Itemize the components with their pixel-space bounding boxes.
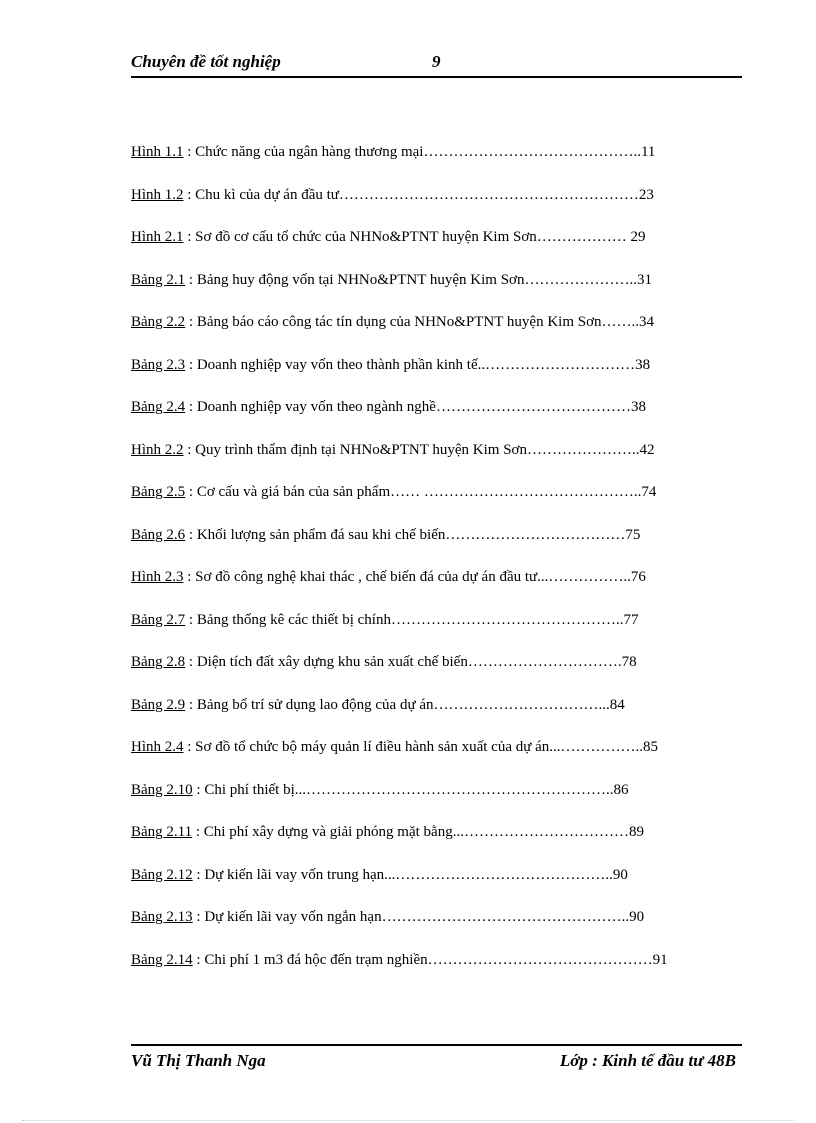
document-title: Chuyên đề tốt nghiệp xyxy=(131,52,281,71)
toc-entry-text: : Dự kiến lãi vay vốn trung hạn...……………………………………..90 xyxy=(192,866,628,883)
toc-entry-text: : Sơ đồ tổ chức bộ máy quản lí điều hành sản xuất của dự án...……………..85 xyxy=(183,739,659,755)
toc-entry xyxy=(131,142,771,185)
toc-entry-label: Bảng 2.13 xyxy=(131,909,193,925)
toc-entry-label: Bảng 2.8 xyxy=(131,654,186,670)
toc-entry xyxy=(131,865,771,908)
toc-entry xyxy=(131,270,771,313)
toc-entry-text: : Chi phí xây dựng và giải phóng mặt bằng...……………………………89 xyxy=(192,824,644,840)
toc-entry-label: Bảng 2.12 xyxy=(131,866,193,883)
toc-entry-label: Hình 2.4 xyxy=(131,739,184,755)
toc-entry-text: : Chu kì của dự án đầu tư……………………………………………………23 xyxy=(183,186,654,203)
toc-entry-label: Bảng 2.11 xyxy=(131,824,193,840)
toc-entry-text: : Diện tích đất xây dựng khu sản xuất chế biến………………………….78 xyxy=(185,654,637,670)
toc-entry xyxy=(131,822,771,865)
toc-entry xyxy=(131,950,771,993)
toc-entry-label: Hình 1.1 xyxy=(131,144,184,160)
toc-entry-text: : Chi phí thiết bị...……………………………………………………..86 xyxy=(192,781,629,798)
toc-entry xyxy=(131,780,771,823)
toc-entry-label: Bảng 2.5 xyxy=(131,484,186,500)
toc-entry-label: Bảng 2.4 xyxy=(131,399,186,415)
toc-entry-text: : Chức năng của ngân hàng thương mại……………………………………..11 xyxy=(183,144,656,160)
toc-entry-label: Bảng 2.1 xyxy=(131,271,186,288)
toc-entry-label: Bảng 2.7 xyxy=(131,611,186,628)
toc-entry xyxy=(131,440,771,483)
toc-entry-text: : Chi phí 1 m3 đá hộc đến trạm nghiền………………………………………91 xyxy=(192,951,668,968)
toc-entry xyxy=(131,695,771,738)
toc-entry-label: Bảng 2.9 xyxy=(131,696,186,713)
toc-entry xyxy=(131,185,771,228)
page-header xyxy=(131,52,742,78)
page-boundary-line xyxy=(22,1120,794,1121)
toc-entry-label: Hình 1.2 xyxy=(131,186,184,203)
toc-entry-text: : Bảng báo cáo công tác tín dụng của NHNo&PTNT huyện Kim Sơn……..34 xyxy=(185,314,655,330)
toc-entry-label: Bảng 2.10 xyxy=(131,781,193,798)
toc-entry-text: : Bảng huy động vốn tại NHNo&PTNT huyện Kim Sơn…………………..31 xyxy=(185,271,652,288)
toc-entry xyxy=(131,312,771,355)
class-name: Lớp : Kinh tế đầu tư 48B xyxy=(559,1051,736,1070)
toc-entry xyxy=(131,907,771,950)
toc-entry xyxy=(131,737,771,780)
toc-entry-text: : Dự kiến lãi vay vốn ngắn hạn…………………………………………..90 xyxy=(192,909,645,925)
toc-entry xyxy=(131,355,771,398)
toc-entry xyxy=(131,482,771,525)
toc-entry xyxy=(131,652,771,695)
page-number: 9 xyxy=(432,52,441,71)
toc-entry-label: Hình 2.1 xyxy=(131,229,184,245)
toc-entry-text: : Bảng thống kê các thiết bị chính………………………………………..77 xyxy=(185,611,639,628)
toc-entry-label: Hình 2.3 xyxy=(131,569,184,585)
toc-entry-text: : Doanh nghiệp vay vốn theo ngành nghề…………………………………38 xyxy=(185,399,646,415)
toc-entry-text: : Bảng bố trí sử dụng lao động của dự án……………………………...84 xyxy=(185,696,625,713)
toc-entry-text: : Sơ đồ cơ cấu tổ chức của NHNo&PTNT huyện Kim Sơn……………… 29 xyxy=(183,229,646,245)
toc-entry-text: : Cơ cấu và giá bán của sản phẩm…… ……………………………………..74 xyxy=(185,484,657,500)
toc-entry-label: Bảng 2.3 xyxy=(131,356,186,373)
toc-entry xyxy=(131,227,771,270)
toc-entry xyxy=(131,610,771,653)
figure-table-list xyxy=(131,142,771,992)
toc-entry xyxy=(131,525,771,568)
toc-entry-text: : Sơ đồ công nghệ khai thác , chế biến đá của dự án đầu tư...……………..76 xyxy=(183,569,646,585)
toc-entry xyxy=(131,567,771,610)
toc-entry-label: Hình 2.2 xyxy=(131,441,184,458)
toc-entry-text: : Doanh nghiệp vay vốn theo thành phần kinh tế..…………………………38 xyxy=(185,356,651,373)
toc-entry-label: Bảng 2.14 xyxy=(131,951,193,968)
toc-entry-label: Bảng 2.6 xyxy=(131,526,186,543)
toc-entry xyxy=(131,397,771,440)
page-footer xyxy=(131,1044,742,1076)
author-name: Vũ Thị Thanh Nga xyxy=(131,1051,266,1070)
toc-entry-text: : Khối lượng sản phẩm đá sau khi chế biến………………………………75 xyxy=(185,526,641,543)
toc-entry-label: Bảng 2.2 xyxy=(131,314,186,330)
toc-entry-text: : Quy trình thẩm định tại NHNo&PTNT huyện Kim Sơn…………………..42 xyxy=(183,441,655,458)
